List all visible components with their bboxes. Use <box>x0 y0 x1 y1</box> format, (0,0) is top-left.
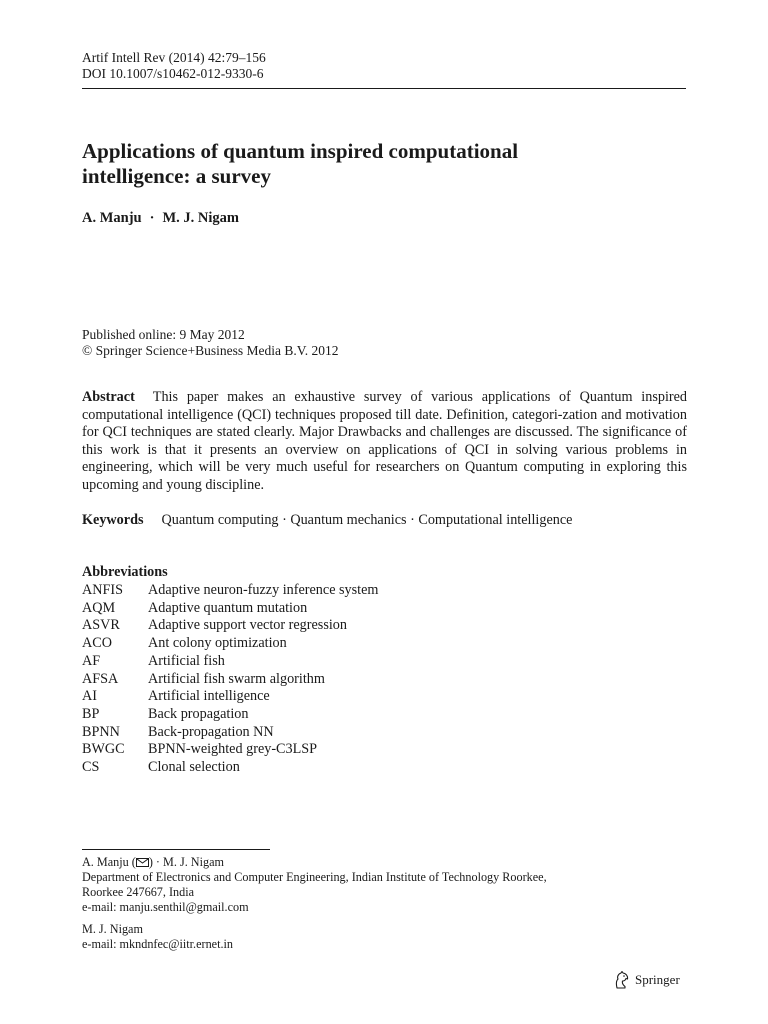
abbreviation-definition: Adaptive support vector regression <box>148 617 347 634</box>
abbreviation-term: ASVR <box>82 617 120 634</box>
abstract <box>82 389 687 495</box>
abbreviation-definition: Artificial intelligence <box>148 688 270 705</box>
abbreviation-row <box>82 724 378 742</box>
abbreviations-list <box>82 582 378 777</box>
envelope-icon <box>136 858 149 867</box>
author-name: M. J. Nigam <box>162 210 239 226</box>
coauthor-email: e-mail: mkndnfec@iitr.ernet.in <box>82 937 233 951</box>
coauthor-name: M. J. Nigam <box>82 922 143 936</box>
abbreviation-definition: Ant colony optimization <box>148 635 287 652</box>
abbreviation-row <box>82 600 378 618</box>
keywords-text: Quantum computing · Quantum mechanics · Computational intelligence <box>161 512 573 528</box>
abbreviation-definition: Back propagation <box>148 705 249 722</box>
author-footnote <box>82 855 547 915</box>
abbreviation-row <box>82 706 378 724</box>
abbreviation-row <box>82 617 378 635</box>
abbreviation-row <box>82 741 378 759</box>
abbreviation-definition: Artificial fish <box>148 652 225 669</box>
keywords <box>82 512 687 529</box>
abbreviation-definition: Adaptive quantum mutation <box>148 599 308 616</box>
abbreviations-heading: Abbreviations <box>82 564 168 580</box>
abbreviation-definition: Clonal selection <box>148 759 240 776</box>
paper-title <box>82 139 682 189</box>
title-line-2: intelligence: a survey <box>82 164 271 188</box>
abbreviation-row <box>82 671 378 689</box>
abbreviation-term: BPNN <box>82 723 120 740</box>
publisher-logo <box>614 971 680 989</box>
journal-header <box>82 50 266 82</box>
abbreviation-term: ANFIS <box>82 582 123 598</box>
affiliation-city: Roorkee 247667, India <box>82 885 195 899</box>
coauthor-footnote <box>82 922 233 952</box>
abbreviation-definition: Adaptive neuron-fuzzy inference system <box>148 582 379 598</box>
author-name: A. Manju <box>82 210 142 226</box>
abbreviation-term: CS <box>82 759 100 776</box>
abbreviation-term: BP <box>82 705 100 722</box>
abstract-text: This paper makes an exhaustive survey of various applications of Quantum inspired computational intelligence (QCI) techniques proposed till date. Definition, categori-zation and motivation for QCI techniques are stated clearly. Major Drawbacks and challenges are discussed. The significance of this work is that it presents an overview on applications of QCI in solving various problems in engineering, which will be very much useful for researchers on Quantum computing in exploring this upcoming and young discipline. <box>82 389 687 493</box>
publisher-name: Springer <box>635 972 680 987</box>
author-separator: · <box>149 210 155 226</box>
abbreviation-term: AFSA <box>82 670 119 687</box>
title-line-1: Applications of quantum inspired computational <box>82 139 519 163</box>
publication-info <box>82 327 338 359</box>
abbreviation-definition: Artificial fish swarm algorithm <box>148 670 325 687</box>
abbreviation-term: AF <box>82 652 101 669</box>
abbreviation-row <box>82 582 378 600</box>
abbreviation-term: ACO <box>82 635 112 652</box>
abbreviation-row <box>82 759 378 777</box>
published-date: Published online: 9 May 2012 <box>82 327 245 342</box>
springer-horse-icon <box>614 971 630 989</box>
abbreviation-definition: BPNN-weighted grey-C3LSP <box>148 741 318 758</box>
abbreviation-row <box>82 653 378 671</box>
copyright-notice: © Springer Science+Business Media B.V. 2012 <box>82 343 339 358</box>
abbreviation-term: AQM <box>82 599 116 616</box>
header-divider <box>82 88 686 89</box>
journal-citation: Artif Intell Rev (2014) 42:79–156 <box>82 50 266 65</box>
abbreviation-term: BWGC <box>82 741 125 758</box>
abbreviation-row <box>82 635 378 653</box>
abbreviation-term: AI <box>82 688 97 705</box>
author-email: e-mail: manju.senthil@gmail.com <box>82 900 249 914</box>
doi: DOI 10.1007/s10462-012-9330-6 <box>82 66 264 81</box>
abstract-label: Abstract <box>82 389 135 405</box>
affiliation: Department of Electronics and Computer Engineering, Indian Institute of Technology Roorkee, <box>82 870 547 884</box>
author-list <box>82 210 239 227</box>
correspondence-line: A. Manju ( ) · M. J. Nigam <box>82 855 224 869</box>
footnote-divider <box>82 849 270 850</box>
abbreviation-definition: Back-propagation NN <box>148 723 274 740</box>
keywords-label: Keywords <box>82 512 144 528</box>
abbreviation-row <box>82 688 378 706</box>
